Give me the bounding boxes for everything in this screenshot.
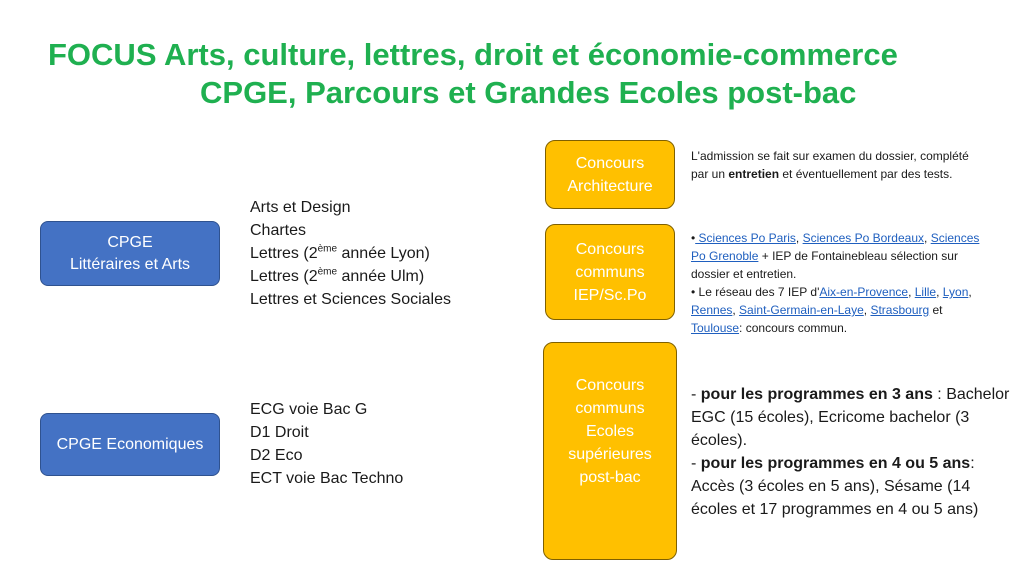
box-line: Ecoles: [585, 422, 635, 440]
link-toulouse[interactable]: Toulouse: [691, 321, 740, 335]
page-subtitle: CPGE, Parcours et Grandes Ecoles post-bac: [200, 75, 857, 110]
box-line: Concours: [575, 240, 645, 258]
concours-architecture-box: [545, 140, 675, 209]
box-line: supérieures: [568, 445, 652, 463]
list-item: ECT voie Bac Techno: [250, 470, 404, 487]
list-item: Arts et Design: [250, 199, 351, 216]
list-item: Chartes: [250, 222, 307, 239]
cpge-economiques-label: CPGE Economiques: [56, 435, 204, 453]
cpge-economiques-filieres: [250, 398, 403, 490]
box-line: Concours: [575, 154, 645, 172]
box-line: Concours: [575, 376, 645, 394]
cpge-economiques-box: [40, 413, 220, 476]
link-saint-germain-en-laye[interactable]: Saint-Germain-en-Laye: [739, 303, 864, 317]
cpge-litteraires-filieres: [250, 196, 451, 311]
cpge-litteraires-box: [40, 221, 220, 286]
box-line: IEP/Sc.Po: [573, 286, 647, 304]
box-line: communs: [575, 399, 645, 417]
list-item: D1 Droit: [250, 424, 309, 441]
list-item: Lettres (2ème année Ulm): [250, 266, 425, 285]
cpge-litteraires-line1: CPGE: [107, 233, 153, 251]
link-rennes[interactable]: Rennes: [691, 303, 733, 317]
concours-ecoles-box: [543, 342, 677, 560]
concours-iep-note: • Sciences Po Paris, Sciences Po Bordeaux, Sciences Po Grenoble + IEP de Fontainebleau sélection sur dossier et entretien. • Le réseau des 7 IEP d'Aix-en-Provence, Lille, Lyon, Rennes, Saint-Germain-en-Laye, Strasbourg et Toulouse: concours commun.: [691, 231, 980, 335]
cpge-litteraires-line2: Littéraires et Arts: [69, 255, 191, 273]
link-lyon[interactable]: Lyon: [942, 285, 969, 299]
concours-iep-box: [545, 224, 675, 320]
concours-architecture-note: L'admission se fait sur examen du dossier, complété par un entretien et éventuellement par des tests.: [691, 149, 969, 181]
link-sciences-po-paris[interactable]: Sciences Po Paris: [695, 231, 796, 245]
list-item: ECG voie Bac G: [250, 401, 368, 418]
list-item: Lettres (2ème année Lyon): [250, 243, 430, 262]
link-aix-en-provence[interactable]: Aix-en-Provence: [819, 285, 909, 299]
link-sciences-po-grenoble[interactable]: Sciences Po Grenoble: [691, 231, 980, 263]
box-line: Architecture: [567, 177, 653, 195]
link-strasbourg[interactable]: Strasbourg: [870, 303, 930, 317]
box-line: post-bac: [579, 468, 641, 486]
box-line: communs: [575, 263, 645, 281]
concours-ecoles-note: - pour les programmes en 3 ans : Bachelor EGC (15 écoles), Ecricome bachelor (3 écoles). - pour les programmes en 4 ou 5 ans: Accès (3 écoles en 5 ans), Sésame (14 écoles et 17 programmes en 4 ou 5 ans): [691, 386, 1010, 518]
list-item: Lettres et Sciences Sociales: [250, 291, 451, 308]
link-lille[interactable]: Lille: [914, 285, 937, 299]
link-sciences-po-bordeaux[interactable]: Sciences Po Bordeaux: [802, 231, 924, 245]
list-item: D2 Eco: [250, 447, 303, 464]
page-title: FOCUS Arts, culture, lettres, droit et économie-commerce: [48, 37, 898, 72]
